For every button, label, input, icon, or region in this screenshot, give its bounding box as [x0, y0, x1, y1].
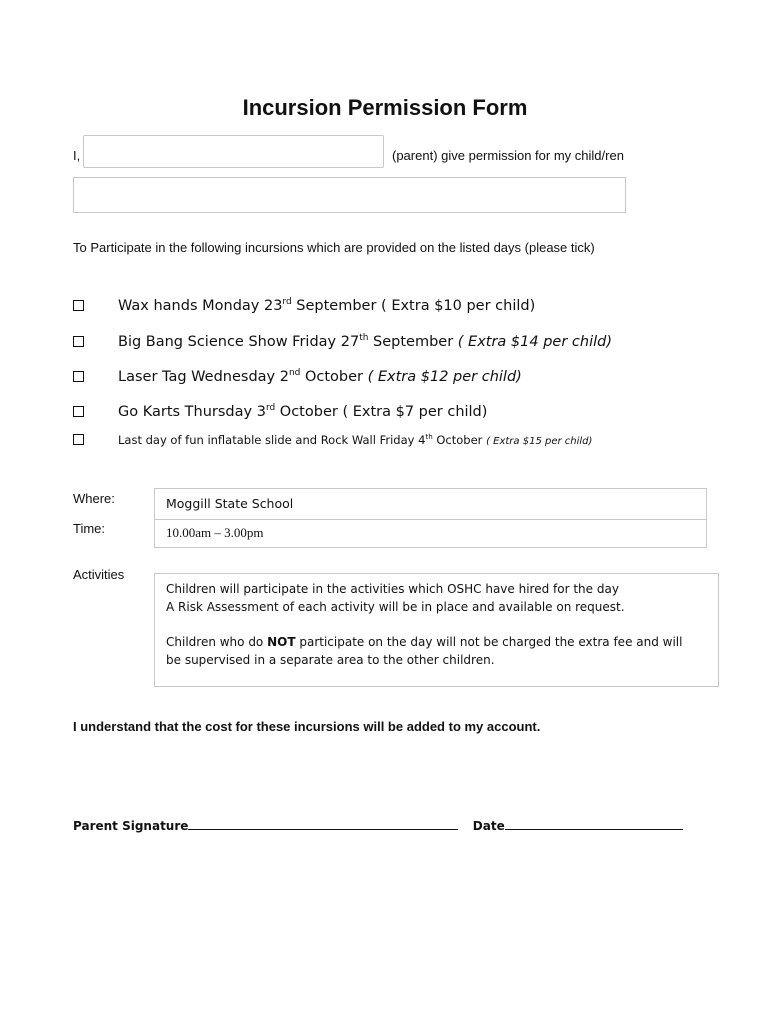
option-label: Wax hands Monday 23rd September ( Extra $10 per child): [118, 297, 536, 314]
checkbox-last-day[interactable]: [73, 434, 84, 445]
option-row-go-karts[interactable]: [73, 403, 730, 420]
option-row-laser-tag[interactable]: [73, 368, 730, 385]
option-row-wax-hands[interactable]: [73, 297, 730, 314]
i-label: I,: [73, 148, 81, 163]
option-label: Laser Tag Wednesday 2nd October ( Extra $12 per child): [118, 368, 522, 385]
time-value[interactable]: 10.00am – 3.00pm: [166, 525, 264, 540]
where-label: Where:: [73, 491, 115, 506]
activities-label: Activities: [73, 567, 125, 582]
parent-signature-label: Parent Signature: [73, 819, 189, 833]
checkbox-go-karts[interactable]: [73, 406, 84, 417]
parent-name-field[interactable]: [83, 135, 384, 168]
activities-description: Children will participate in the activities which OSHC have hired for the day A Risk Assessment of each activity will be in place and available on request. Children who do NOT participate on the day will not be charged the extra fee and will be supervised in a separate area to the other children.: [166, 582, 683, 667]
time-label: Time:: [73, 521, 106, 536]
where-time-panel: [154, 488, 707, 548]
parent-permission-text: (parent) give permission for my child/ren: [392, 148, 624, 163]
where-value[interactable]: Moggill State School: [166, 496, 294, 511]
option-label: Last day of fun inflatable slide and Rock Wall Friday 4th October ( Extra $15 per child): [118, 432, 593, 447]
checkbox-wax-hands[interactable]: [73, 300, 84, 311]
child-names-field[interactable]: [73, 177, 626, 213]
option-row-last-day[interactable]: [73, 432, 730, 447]
checkbox-big-bang[interactable]: [73, 336, 84, 347]
option-label: Go Karts Thursday 3rd October ( Extra $7 per child): [118, 403, 488, 420]
checkbox-laser-tag[interactable]: [73, 371, 84, 382]
parent-signature-field[interactable]: [188, 817, 458, 830]
option-row-big-bang[interactable]: [73, 333, 730, 350]
activities-panel: [154, 573, 719, 687]
instruction-text: To Participate in the following incursions which are provided on the listed days (please tick): [73, 240, 595, 255]
signature-line: [73, 817, 683, 833]
option-label: Big Bang Science Show Friday 27th September ( Extra $14 per child): [118, 333, 612, 350]
date-field[interactable]: [505, 817, 683, 830]
page-title: Incursion Permission Form: [242, 95, 528, 120]
date-label: Date: [472, 819, 505, 833]
panel-divider: [155, 519, 706, 520]
cost-acknowledgement: I understand that the cost for these incursions will be added to my account.: [73, 719, 541, 734]
